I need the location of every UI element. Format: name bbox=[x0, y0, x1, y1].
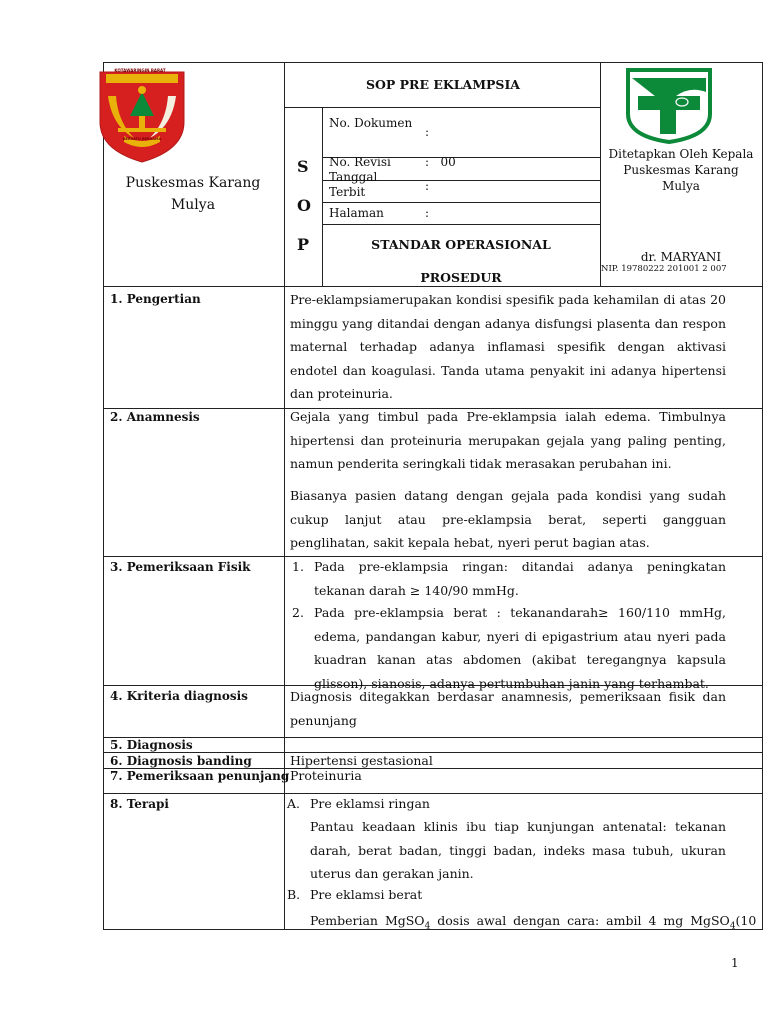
section-text-pengertian: Pre-eklampsiamerupakan kondisi spesifik pada kehamilan di atas 20 minggu yang ditandai dengan adanya disfungsi plasenta dan respon maternal terhadap adanya inflamasi spesifik dengan aktivasi endotel dan koagulasi. Tanda utama penyakit ini adanya hipertensi dan proteinuria. bbox=[290, 292, 726, 401]
page-number: 1 bbox=[731, 956, 739, 970]
section-label-pengertian: 1. Pengertian bbox=[110, 292, 201, 306]
section-text-anamnesis-2: Biasanya pasien datang dengan gejala pada kondisi yang sudah cukup lanjut atau pre-eklampsia berat, seperti gangguan penglihatan, sakit kepala hebat, nyeri perut bagian atas. bbox=[290, 488, 726, 550]
signer-name: dr. MARYANI bbox=[640, 250, 722, 264]
approval-text: Ditetapkan Oleh Kepala Puskesmas Karang Mulya bbox=[608, 147, 754, 193]
section-label-kriteria-diagnosis: 4. Kriteria diagnosis bbox=[110, 689, 248, 703]
page-title: SOP PRE EKLAMPSIA bbox=[365, 77, 521, 92]
terapi-b-letter: B. bbox=[287, 887, 301, 902]
section-label-terapi: 8. Terapi bbox=[110, 797, 169, 811]
terapi-b-sub-1: 4 bbox=[424, 921, 431, 932]
section-label-diagnosis: 5. Diagnosis bbox=[110, 738, 193, 752]
standard-title-line2: PROSEDUR bbox=[420, 270, 502, 285]
section-text-anamnesis-1: Gejala yang timbul pada Pre-eklampsia ialah edema. Timbulnya hipertensi dan proteinuria merupakan gejala yang paling penting, namun penderita seringkali tidak merasakan perubahan ini. bbox=[290, 409, 726, 471]
terapi-b-text-mid: dosis awal dengan cara: ambil 4 mg MgSO bbox=[430, 913, 730, 928]
sop-letter-p: P bbox=[297, 235, 310, 254]
terapi-b-text bbox=[310, 912, 757, 933]
field-value-halaman: : bbox=[425, 206, 430, 220]
terapi-a-letter: A. bbox=[287, 796, 301, 811]
field-label-tanggal-terbit: Tanggal Terbit bbox=[329, 170, 378, 199]
terapi-b-sub-2: 4 bbox=[729, 921, 736, 932]
terapi-b-title: Pre eklamsi berat bbox=[310, 887, 423, 902]
standard-title-line1: STANDAR OPERASIONAL bbox=[371, 237, 551, 252]
sop-letter-s: S bbox=[297, 157, 309, 176]
fisik-item-2-text: Pada pre-eklampsia berat : tekanandarah≥ 160/110 mmHg, edema, pandangan kabur, nyeri di epigastrium atau nyeri pada kuadran kanan atas abdomen (akibat teregangnya kapsula glisson), sianosis, adanya pertumbuhan janin yang terhambat. bbox=[314, 605, 726, 691]
terapi-a-title: Pre eklamsi ringan bbox=[310, 796, 430, 811]
fisik-item-2-number: 2. bbox=[292, 605, 304, 620]
field-value-no-dokumen: : bbox=[425, 125, 430, 139]
signer-nip: NIP. 19780222 201001 2 007 bbox=[601, 264, 727, 274]
field-value-no-revisi: : 00 bbox=[425, 155, 456, 169]
field-label-no-dokumen: No. Dokumen bbox=[329, 116, 413, 130]
org-name: Puskesmas Karang Mulya bbox=[125, 175, 261, 213]
terapi-b-text-post: (10 bbox=[735, 913, 757, 928]
section-label-diagnosis-banding: 6. Diagnosis banding bbox=[110, 754, 252, 768]
terapi-a-text: Pantau keadaan klinis ibu tiap kunjungan antenatal: tekanan darah, berat badan, tinggi badan, indeks masa tubuh, ukuran uterus dan gerakan janin. bbox=[310, 819, 726, 881]
kotawaringin-barat-emblem bbox=[94, 66, 190, 164]
section-label-anamnesis: 2. Anamnesis bbox=[110, 410, 200, 424]
field-label-no-revisi: No. Revisi bbox=[329, 155, 391, 169]
emblem-banner-top: KOTAWARINGIN BARAT bbox=[114, 68, 166, 73]
terapi-b-text-pre: Pemberian MgSO bbox=[310, 913, 425, 928]
section-text-kriteria-diagnosis: Diagnosis ditegakkan berdasar anamnesis, pemeriksaan fisik dan penunjang bbox=[290, 689, 726, 728]
section-text-diagnosis-banding: Hipertensi gestasional bbox=[290, 753, 433, 768]
fisik-item-1-number: 1. bbox=[292, 559, 304, 574]
section-text-pemeriksaan-penunjang: Proteinuria bbox=[290, 768, 362, 783]
emblem-banner-bottom: BERSATU BERSAMA bbox=[122, 137, 162, 141]
section-label-pemeriksaan-penunjang: 7. Pemeriksaan penunjang bbox=[110, 769, 290, 783]
field-label-halaman: Halaman bbox=[329, 206, 384, 220]
section-label-pemeriksaan-fisik: 3. Pemeriksaan Fisik bbox=[110, 560, 251, 574]
sop-letter-o: O bbox=[297, 196, 311, 215]
field-value-tanggal-terbit: : bbox=[425, 179, 430, 193]
puskesmas-logo bbox=[620, 64, 718, 144]
fisik-item-1-text: Pada pre-eklampsia ringan: ditandai adanya peningkatan tekanan darah ≥ 140/90 mmHg. bbox=[314, 559, 726, 598]
